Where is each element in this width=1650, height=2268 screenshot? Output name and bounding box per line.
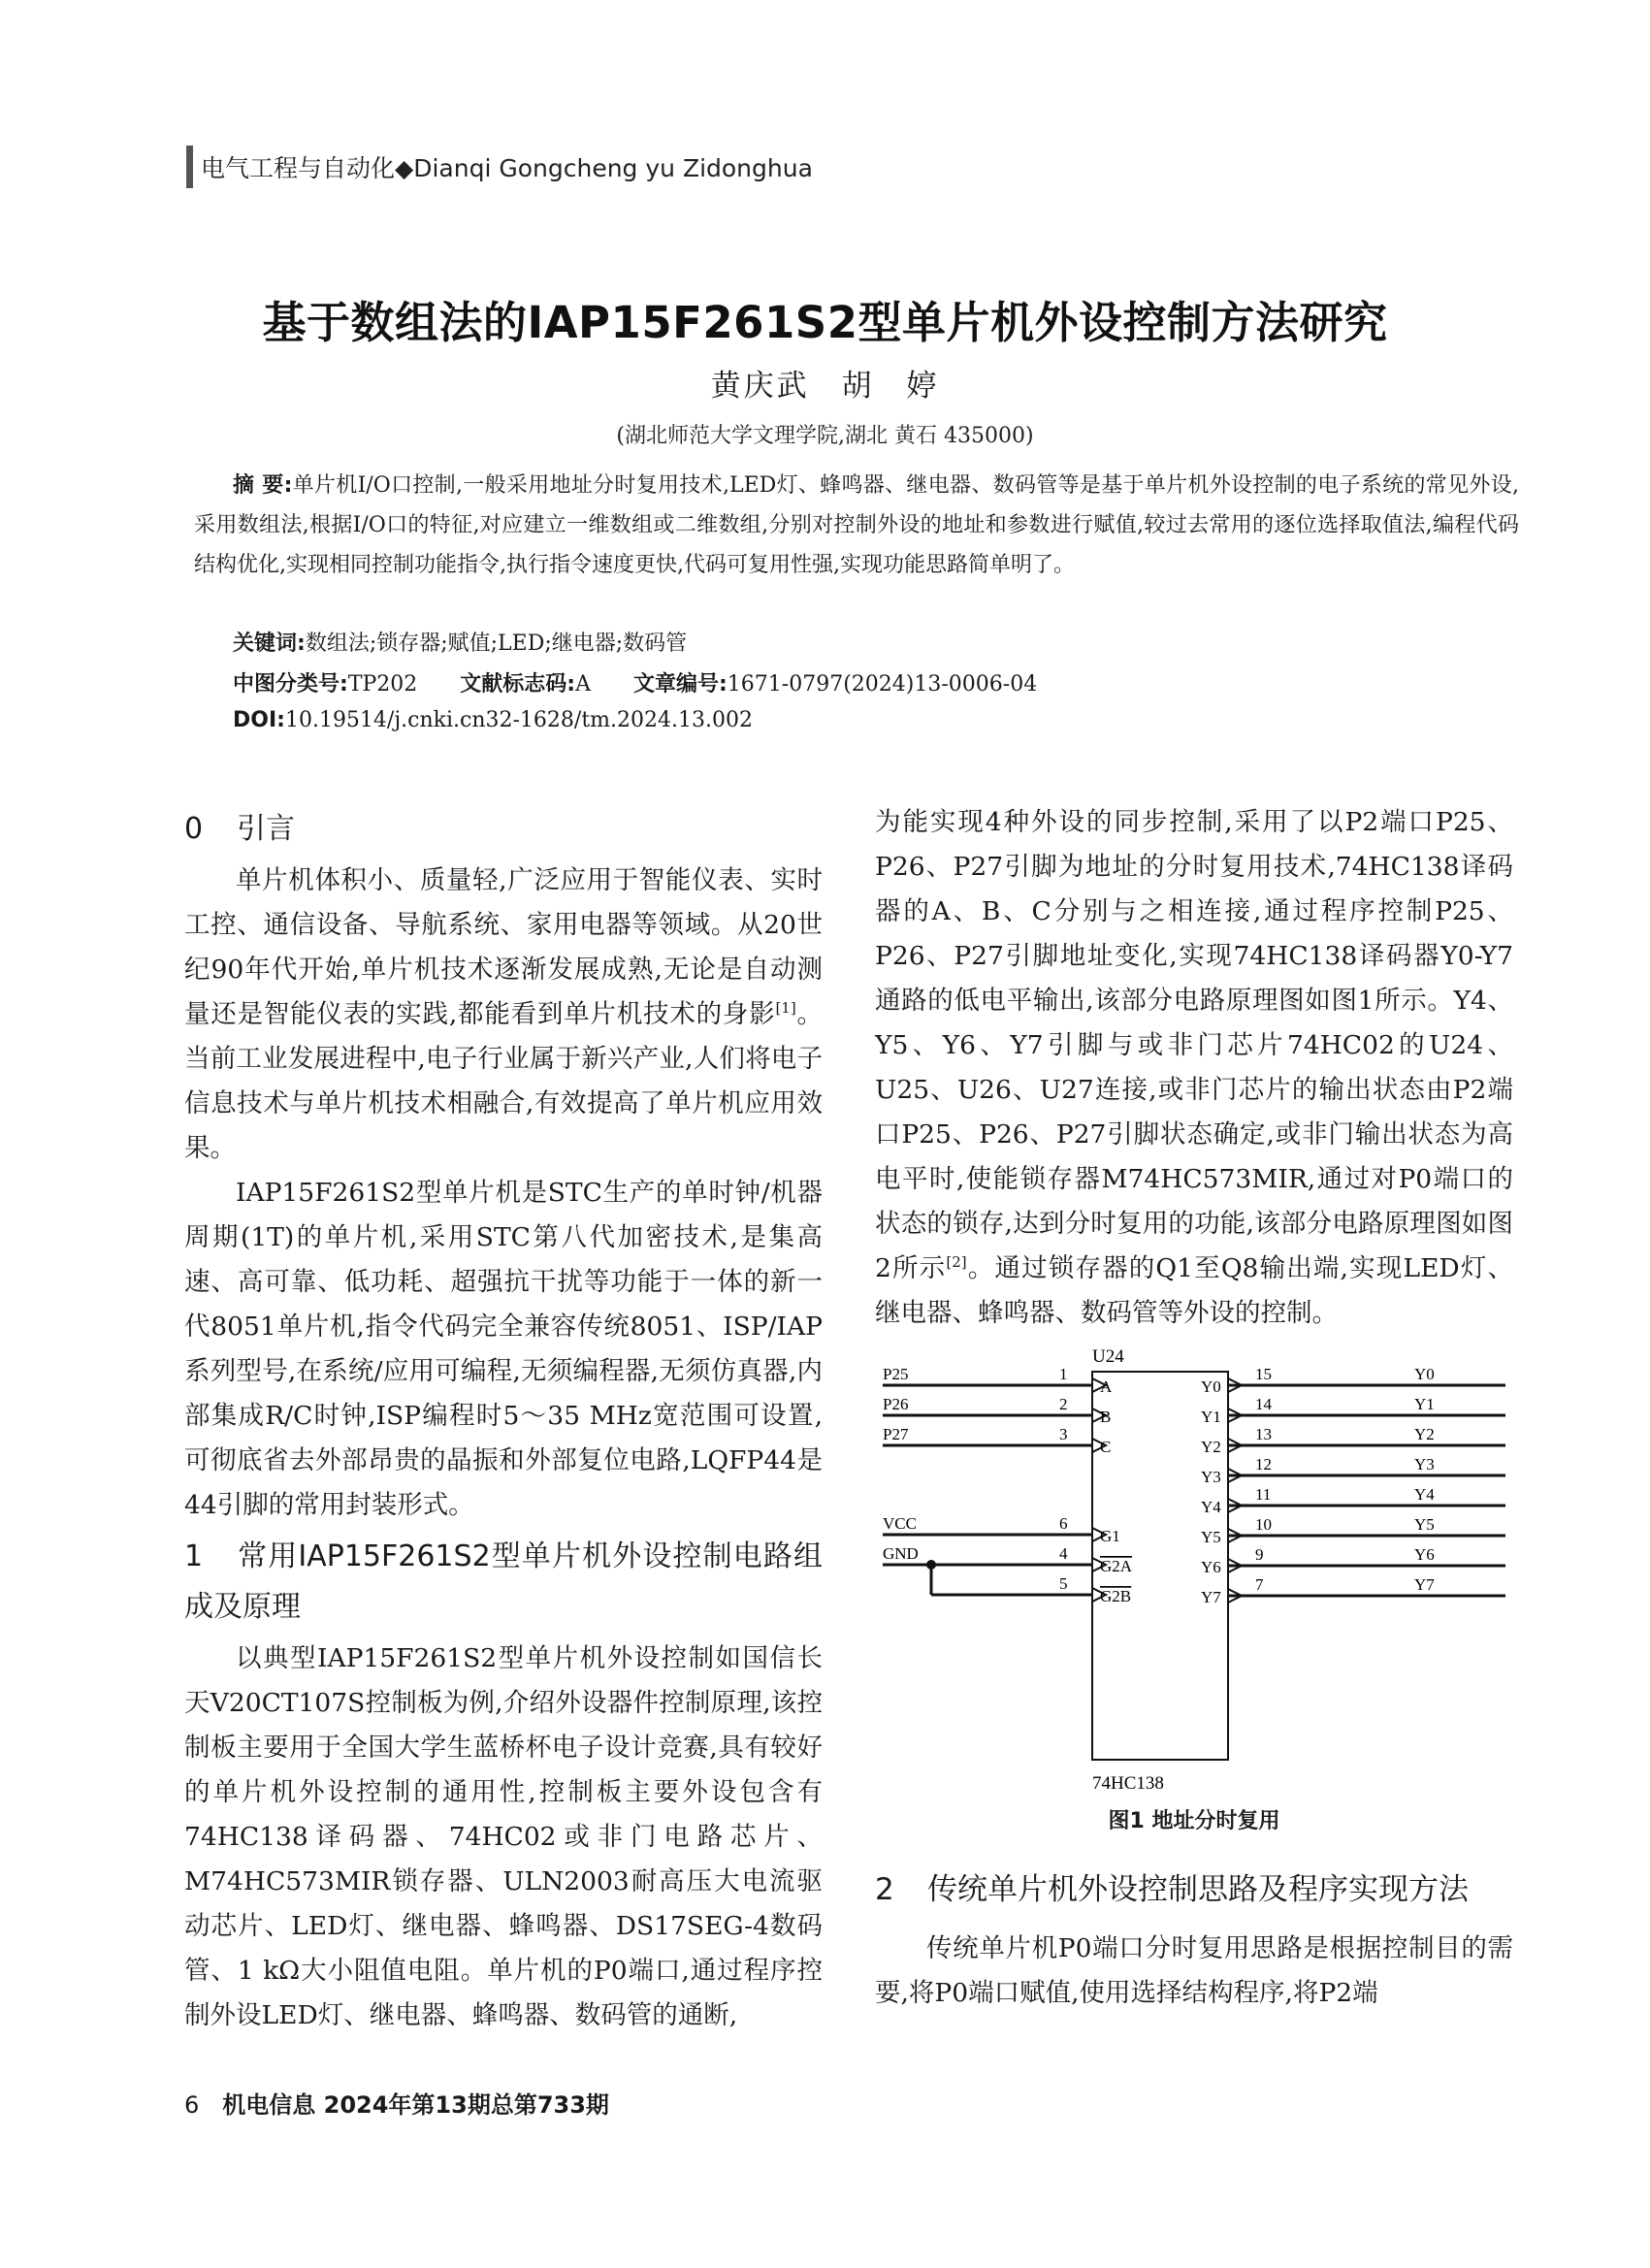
section-0-heading: 0 引言 (184, 812, 295, 846)
pin-name-G2A: G2A (1100, 1557, 1133, 1575)
net-label-P25: P25 (883, 1365, 909, 1383)
classification (233, 667, 1037, 697)
pin-number-14: 14 (1255, 1395, 1272, 1413)
net-label-Y0: Y0 (1414, 1365, 1435, 1383)
pin-name-G2B: G2B (1100, 1587, 1132, 1605)
running-header (186, 146, 813, 188)
chip-name-label: 74HC138 (1092, 1773, 1164, 1794)
pin-number-7: 7 (1255, 1575, 1264, 1594)
page-footer (184, 2086, 609, 2120)
net-label-P27: P27 (883, 1425, 909, 1443)
doi-value: 10.19514/j.cnki.cn32-1628/tm.2024.13.002 (284, 708, 753, 732)
net-label-GND: GND (883, 1544, 919, 1563)
section-1-paragraph-1: 以典型IAP15F261S2型单片机外设控制如国信长天V20CT107S控制板为例,介绍外设器件控制原理,该控制板主要用于全国大学生蓝桥杯电子设计竞赛,具有较好的单片机外设控制的通用性,控制板主要外设包含有74HC138译码器、74HC02或非门电路芯片、M74HC573MIR锁存器、ULN2003耐高压大电流驱动芯片、LED灯、继电器、蜂鸣器、DS17SEG-4数码管、1 kΩ大小阻值电阻。单片机的P0端口,通过程序控制外设LED灯、继电器、蜂鸣器、数码管的通断, (184, 1643, 823, 2030)
keywords-label: 关键词: (233, 632, 306, 656)
section-0-paragraph-1: 单片机体积小、质量轻,广泛应用于智能仪表、实时工控、通信设备、导航系统、家用电器等领域。从20世纪90年代开始,单片机技术逐渐发展成熟,无论是自动测量还是智能仪表的实践,都能看到单片机技术的身影[1]。当前工业发展进程中,电子行业属于新兴产业,人们将电子信息技术与单片机技术相融合,有效提高了单片机应用效果。 (184, 865, 823, 1163)
pin-number-2: 2 (1059, 1395, 1068, 1413)
doc-code-value: A (575, 672, 591, 697)
clc-value: TP202 (347, 672, 418, 697)
abstract-label: 摘 要: (233, 473, 293, 498)
section-2-paragraph-1: 传统单片机P0端口分时复用思路是根据控制目的需要,将P0端口赋值,使用选择结构程序,将P2端 (875, 1933, 1513, 2008)
pin-name-Y4: Y4 (1201, 1498, 1221, 1516)
net-label-Y4: Y4 (1414, 1485, 1435, 1504)
pin-name-B: B (1100, 1408, 1112, 1426)
pin-name-Y6: Y6 (1201, 1558, 1221, 1576)
pin-name-Y1: Y1 (1201, 1408, 1221, 1426)
header-bar (186, 146, 193, 188)
section-2-heading: 2 传统单片机外设控制思路及程序实现方法 (875, 1872, 1469, 1907)
keywords-text: 数组法;锁存器;赋值;LED;继电器;数码管 (305, 632, 688, 656)
pin-number-3: 3 (1059, 1425, 1068, 1443)
paper-title: 基于数组法的IAP15F261S2型单片机外设控制方法研究 (262, 297, 1388, 348)
net-label-VCC: VCC (883, 1514, 917, 1533)
pin-name-G1: G1 (1100, 1527, 1120, 1545)
section-1-paragraph-2: 为能实现4种外设的同步控制,采用了以P2端口P25、P26、P27引脚为地址的分时复用技术,74HC138译码器的A、B、C分别与之相连接,通过程序控制P25、P26、P27引脚地址变化,实现74HC138译码器Y0-Y7通路的低电平输出,该部分电路原理图如图1所示。Y4、Y5、Y6、Y7引脚与或非门芯片74HC02的U24、U25、U26、U27连接,或非门芯片的输出状态由P2端口P25、P26、P27引脚状态确定,或非门输出状态为高电平时,使能锁存器M74HC573MIR,通过对P0端口的状态的锁存,达到分时复用的功能,该部分电路原理图如图2所示[2]。通过锁存器的Q1至Q8输出端,实现LED灯、继电器、蜂鸣器、数码管等外设的控制。 (875, 807, 1513, 1328)
pin-name-Y3: Y3 (1201, 1468, 1221, 1486)
pin-name-A: A (1100, 1377, 1113, 1396)
chip-ref-label: U24 (1092, 1346, 1124, 1367)
abstract (194, 466, 1519, 585)
pin-number-11: 11 (1255, 1485, 1272, 1504)
left-pins (883, 1365, 1133, 1605)
net-label-Y2: Y2 (1414, 1425, 1435, 1443)
net-label-Y6: Y6 (1414, 1545, 1435, 1564)
doi-label: DOI: (233, 708, 285, 732)
net-label-Y1: Y1 (1414, 1395, 1435, 1413)
pin-name-C: C (1100, 1438, 1112, 1456)
pin-number-1: 1 (1059, 1365, 1068, 1383)
clc-label: 中图分类号: (233, 672, 348, 697)
citation-1: [1] (775, 999, 796, 1018)
pin-number-15: 15 (1255, 1365, 1272, 1383)
net-label-Y3: Y3 (1414, 1455, 1435, 1474)
net-label-Y7: Y7 (1414, 1575, 1435, 1594)
article-no-label: 文章编号: (632, 672, 728, 697)
article-no-value: 1671-0797(2024)13-0006-04 (727, 672, 1038, 697)
citation-2: [2] (946, 1253, 967, 1272)
header-text: 电气工程与自动化◆Dianqi Gongcheng yu Zidonghua (201, 154, 813, 182)
right-pins (1201, 1365, 1505, 1606)
doc-code-label: 文献标志码: (460, 672, 576, 697)
junction-dot (926, 1560, 936, 1570)
authors: 黄庆武 胡 婷 (710, 369, 940, 404)
figure-1-schematic (875, 1337, 1513, 1802)
net-label-Y5: Y5 (1414, 1515, 1435, 1534)
journal-issue: 机电信息 2024年第13期总第733期 (222, 2091, 609, 2119)
pin-name-Y5: Y5 (1201, 1528, 1221, 1546)
pin-name-Y0: Y0 (1201, 1377, 1221, 1396)
right-column (875, 800, 1513, 1336)
page-number: 6 (184, 2091, 200, 2119)
abstract-text: 单片机I/O口控制,一般采用地址分时复用技术,LED灯、蜂鸣器、继电器、数码管等是基于单片机外设控制的电子系统的常见外设,采用数组法,根据I/O口的特征,对应建立一维数组或二维数组,分别对控制外设的地址和参数进行赋值,较过去常用的逐位选择取值法,编程代码结构优化,实现相同控制功能指令,执行指令速度更快,代码可复用性强,实现功能思路简单明了。 (194, 473, 1519, 577)
section-0-paragraph-2: IAP15F261S2型单片机是STC生产的单时钟/机器周期(1T)的单片机,采用STC第八代加密技术,是集高速、高可靠、低功耗、超强抗干扰等功能于一体的新一代8051单片机,指令代码完全兼容传统8051、ISP/IAP系列型号,在系统/应用可编程,无须编程器,无须仿真器,内部集成R/C时钟,ISP编程时5～35 MHz宽范围可设置,可彻底省去外部昂贵的晶振和外部复位电路,LQFP44是44引脚的常用封装形式。 (184, 1178, 823, 1520)
net-label-P26: P26 (883, 1395, 909, 1413)
left-column (184, 800, 823, 2038)
pin-number-5: 5 (1059, 1574, 1068, 1593)
section-1-heading: 1 常用IAP15F261S2型单片机外设控制电路组成及原理 (184, 1539, 823, 1624)
affiliation: (湖北师范大学文理学院,湖北 黄石 435000) (616, 424, 1034, 448)
pin-number-4: 4 (1059, 1544, 1068, 1563)
pin-number-10: 10 (1255, 1515, 1272, 1534)
pin-number-13: 13 (1255, 1425, 1272, 1443)
doi (233, 708, 753, 732)
pin-name-Y7: Y7 (1201, 1588, 1221, 1606)
pin-name-Y2: Y2 (1201, 1438, 1221, 1456)
keywords (233, 627, 687, 657)
pin-number-12: 12 (1255, 1455, 1272, 1474)
pin-number-9: 9 (1255, 1545, 1264, 1564)
figure-1-caption: 图1 地址分时复用 (1108, 1809, 1280, 1833)
pin-number-6: 6 (1059, 1514, 1068, 1533)
